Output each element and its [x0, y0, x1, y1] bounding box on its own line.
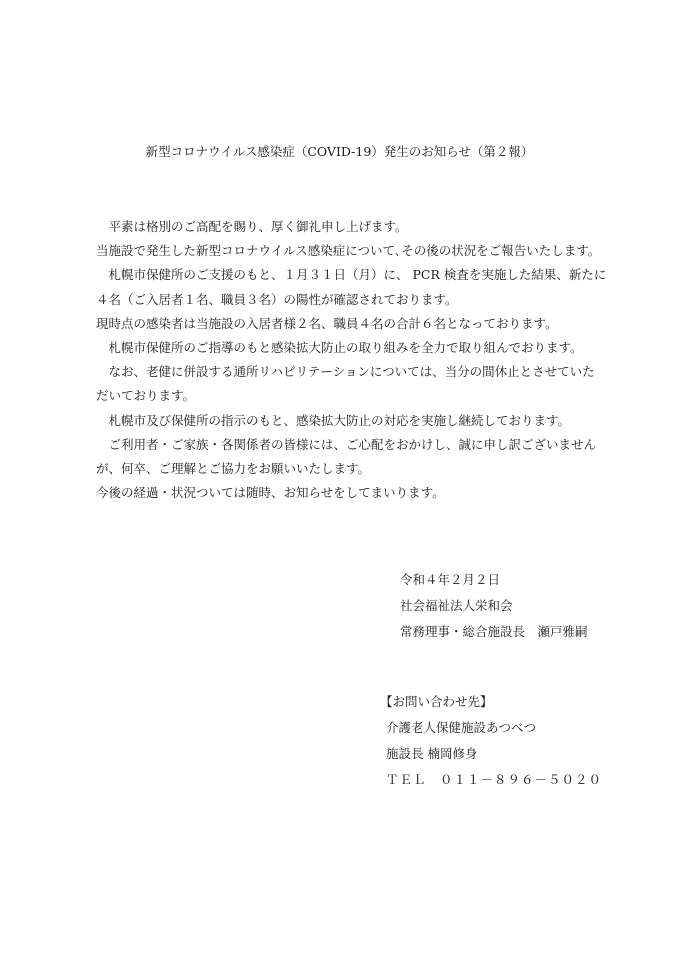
contact-director: 施設長 楠岡修身 — [386, 746, 478, 761]
body-line: 札幌市及び保健所の指示のもと、感染拡大防止の対応を実施し継続しております。 — [96, 412, 571, 428]
body-line: ４名（ご入居者１名、職員３名）の陽性が確認されております。 — [96, 291, 458, 307]
body-line: が、何卒、ご理解とご協力をお願いいたします。 — [96, 460, 371, 476]
signature-date: 令和４年２月２日 — [400, 572, 501, 587]
body-line: 今後の経過・状況ついては随時、お知らせをしてまいります。 — [96, 485, 445, 501]
signature-organization: 社会福祉法人栄和会 — [400, 598, 513, 613]
signature-block — [400, 567, 588, 645]
document-title: 新型コロナウイルス感染症（COVID-19）発生のお知らせ（第２報） — [145, 144, 534, 159]
body-line: ご利用者・ご家族・各関係者の皆様には、ご心配をおかけし、誠に申し訳ございません — [96, 436, 597, 452]
body-line: 現時点の感染者は当施設の入居者様２名、職員４名の合計６名となっております。 — [96, 315, 558, 331]
contact-phone: ＴＥＬ ０１１－８９６－５０２０ — [386, 772, 603, 787]
body-line: だいております。 — [96, 388, 196, 404]
body-line: 平素は格別のご高配を賜り、厚く御礼申し上げます。 — [96, 219, 408, 234]
notice-body — [96, 215, 616, 505]
body-line: 札幌市保健所のご指導のもと感染拡大防止の取り組みを全力で取り組んでおります。 — [96, 339, 583, 355]
signature-signer: 常務理事・総合施設長 瀬戸雅嗣 — [400, 624, 588, 639]
body-line: 札幌市保健所のご支援のもと、１月３１日（月）に、 PCR 検査を実施した結果、新たに — [96, 267, 607, 283]
contact-heading: 【お問い合わせ先】 — [380, 694, 493, 709]
body-line: 当施設で発生した新型コロナウイルス感染症について､その後の状況をご報告いたします。 — [96, 243, 601, 259]
body-line: なお、老健に併設する通所リハビリテーションについては、当分の間休止とさせていた — [96, 364, 595, 380]
contact-facility: 介護老人保健施設あつべつ — [386, 720, 537, 735]
contact-block — [380, 689, 602, 793]
